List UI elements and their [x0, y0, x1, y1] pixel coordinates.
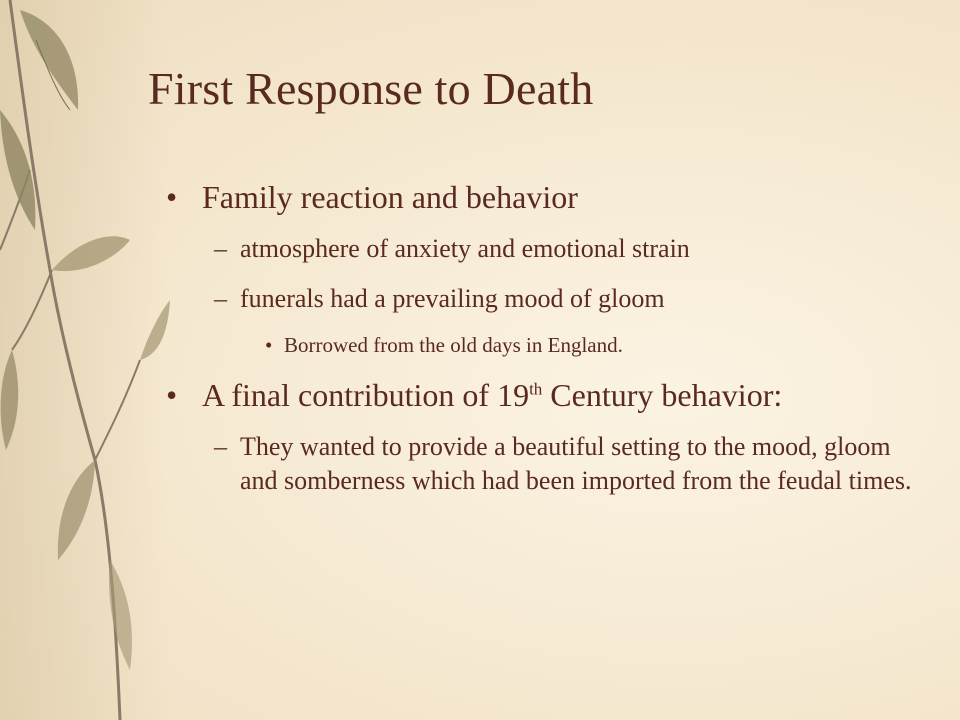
- sub-bullet-item: [160, 232, 920, 266]
- sub-sub-bullet-item: [160, 332, 920, 358]
- dash-marker: –: [214, 234, 227, 263]
- bullet-item-final-contribution: [160, 376, 920, 414]
- willow-branch-illustration: [0, 0, 170, 720]
- bullet-text-before: A final contribution of 19: [202, 377, 530, 413]
- bullet-marker: •: [166, 179, 178, 215]
- bullet-text-after: Century behavior:: [542, 377, 783, 413]
- sub-bullet-text: atmosphere of anxiety and emotional strain: [240, 234, 690, 263]
- bullet-marker: •: [265, 333, 273, 357]
- slide-title: First Response to Death: [148, 63, 594, 114]
- dash-marker: –: [214, 432, 227, 461]
- sub-bullet-item: [160, 282, 920, 316]
- dash-marker: –: [214, 284, 227, 313]
- sub-bullet-text: funerals had a prevailing mood of gloom: [240, 284, 665, 313]
- slide-content: [160, 178, 920, 514]
- superscript-th: th: [529, 379, 543, 399]
- sub-sub-bullet-text: Borrowed from the old days in England.: [284, 333, 623, 357]
- bullet-text: Family reaction and behavior: [202, 179, 578, 215]
- bullet-marker: •: [166, 377, 178, 413]
- sub-bullet-item: [160, 430, 920, 498]
- sub-bullet-text: They wanted to provide a beautiful setting to the mood, gloom and somberness which had been imported from the feudal times.: [240, 432, 912, 495]
- bullet-item-family: [160, 178, 920, 216]
